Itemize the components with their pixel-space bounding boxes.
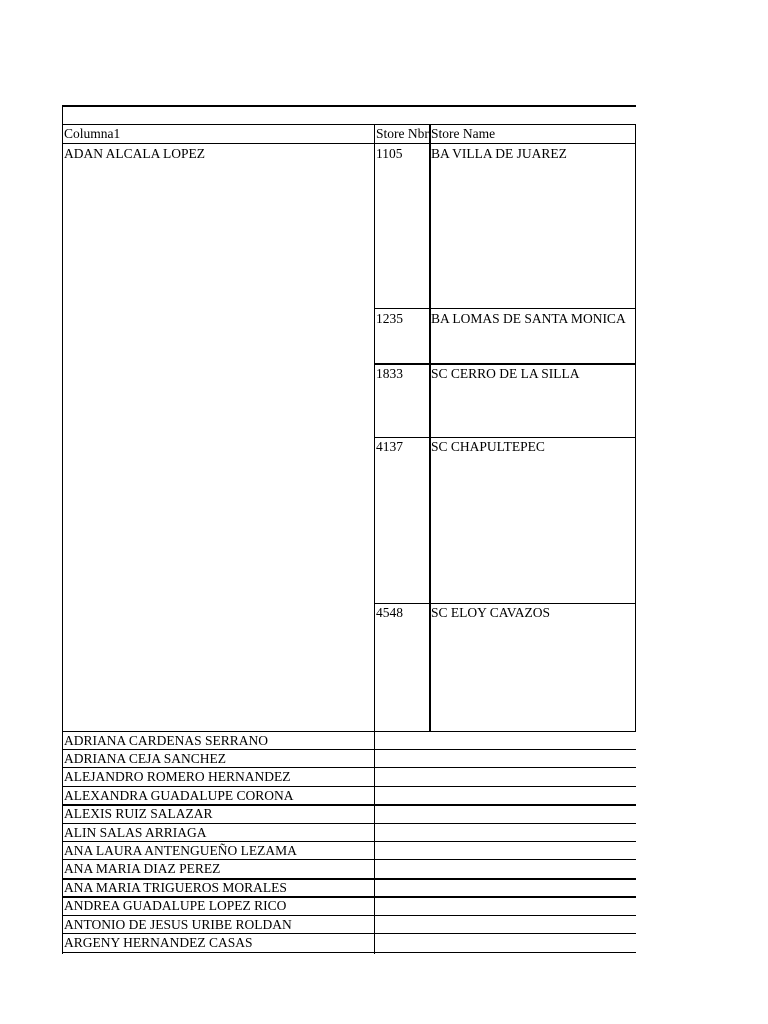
table-row-name-cell[interactable]: ANA MARIA DIAZ PEREZ [64, 861, 221, 876]
header-columna1[interactable]: Columna1 [64, 126, 121, 141]
table-row-name-cell[interactable]: ANA MARIA TRIGUEROS MORALES [64, 880, 287, 895]
table-row-empty-cell[interactable] [375, 934, 635, 951]
header-store-name[interactable]: Store Name [431, 126, 496, 141]
column-divider-2 [429, 124, 431, 732]
table-row-name-cell[interactable]: ARGENY HERNANDEZ CASAS [64, 935, 253, 950]
table-row-name-cell[interactable]: ADRIANA CEJA SANCHEZ [64, 751, 227, 766]
store-name-cell[interactable]: BA VILLA DE JUAREZ [431, 146, 567, 161]
table-row-empty-cell[interactable] [375, 824, 635, 841]
store-name-cell[interactable]: SC CERRO DE LA SILLA [431, 366, 580, 381]
header-store-nbr[interactable]: Store Nbr [376, 126, 429, 141]
spreadsheet [62, 0, 636, 1024]
table-left-border [62, 105, 63, 954]
table-row-name-cell[interactable]: ALEXANDRA GUADALUPE CORONA [64, 788, 294, 803]
store-name-cell[interactable]: BA LOMAS DE SANTA MONICA [431, 311, 626, 326]
table-row-name-cell[interactable]: ANDREA GUADALUPE LOPEZ RICO [64, 898, 287, 913]
table-row-empty-cell[interactable] [375, 805, 635, 822]
column-divider-3 [635, 124, 636, 732]
store-name-cell[interactable]: SC ELOY CAVAZOS [431, 605, 551, 620]
table-row-name-cell[interactable]: ADRIANA CARDENAS SERRANO [64, 733, 269, 748]
table-row-empty-cell[interactable] [375, 897, 635, 914]
table-row-name-cell[interactable]: ANTONIO DE JESUS URIBE ROLDAN [64, 917, 292, 932]
table-row-empty-cell[interactable] [375, 768, 635, 785]
store-name-cell[interactable]: SC CHAPULTEPEC [431, 439, 545, 454]
table-top-border [62, 105, 636, 107]
header-bottom-border [62, 143, 636, 144]
table-row-name-cell[interactable]: ALEJANDRO ROMERO HERNANDEZ [64, 769, 291, 784]
store-nbr-cell[interactable]: 1235 [376, 311, 403, 326]
store-nbr-cell[interactable]: 1833 [376, 366, 403, 381]
table-row-name-cell[interactable]: ANA LAURA ANTENGUEÑO LEZAMA [64, 843, 297, 858]
table-row-empty-cell[interactable] [375, 787, 635, 804]
store-nbr-cell[interactable]: 4548 [376, 605, 403, 620]
person-name-cell[interactable]: ADAN ALCALA LOPEZ [64, 146, 205, 161]
table-row-empty-cell[interactable] [375, 879, 635, 896]
store-row-border [374, 308, 636, 309]
table-row-border [62, 952, 636, 953]
table-row-name-cell[interactable]: ALIN SALAS ARRIAGA [64, 825, 207, 840]
table-row-empty-cell[interactable] [375, 750, 635, 767]
store-nbr-cell[interactable]: 4137 [376, 439, 403, 454]
table-row-empty-cell[interactable] [375, 842, 635, 859]
table-row-empty-cell[interactable] [375, 916, 635, 933]
table-row-empty-cell[interactable] [375, 860, 635, 877]
table-row-empty-cell[interactable] [375, 732, 635, 749]
store-nbr-cell[interactable]: 1105 [376, 146, 403, 161]
table-row-name-cell[interactable]: ALEXIS RUIZ SALAZAR [64, 806, 213, 821]
